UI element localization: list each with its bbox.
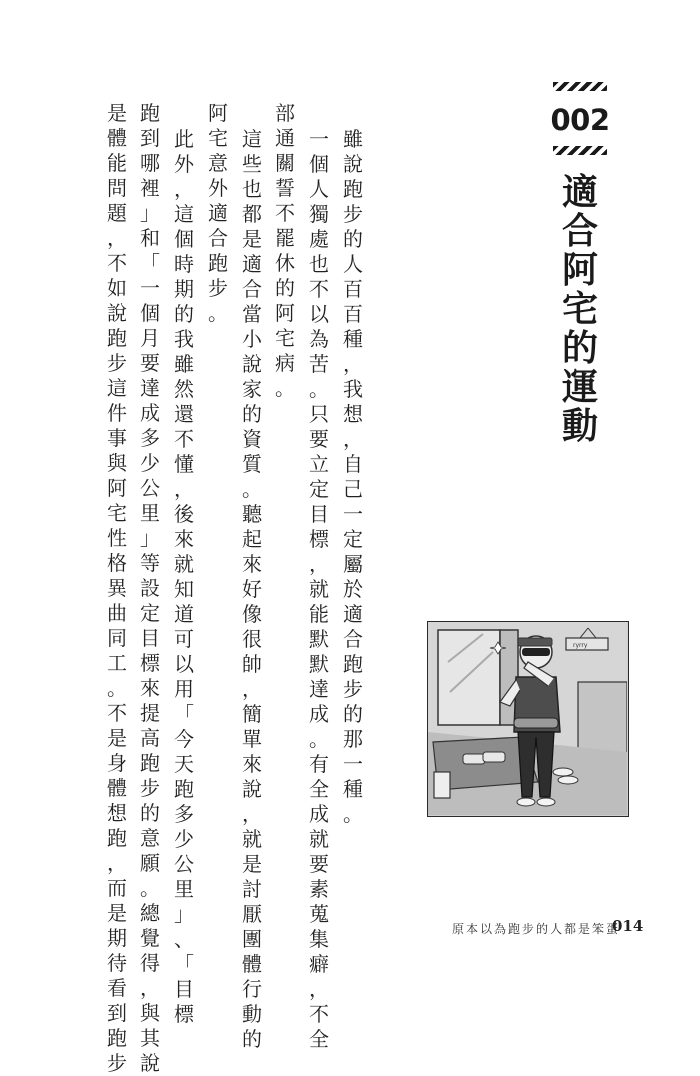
runner-sunglasses-icon	[428, 622, 627, 815]
chapter-number: 002	[550, 103, 610, 137]
body-column-7: 跑 到 哪 裡 」 和 「 一 個 月 要 達 成 多 少 公 里 」 等 設 定 目 標 來 提 高 跑 步 的 意 願 。 總 覺 得 ， 與 其 說	[140, 101, 160, 1075]
body-column-2: 一 個 人 獨 處 也 不 以 為 苦 。 只 要 立 定 目 標 ， 就 能 默 默 達 成 。 有 全 成 就 要 素 蒐 集 癖 ， 不 全	[309, 127, 329, 1051]
running-title: 原本以為跑步的人都是笨蛋	[452, 922, 621, 936]
body-column-3: 部 通 關 誓 不 罷 休 的 阿 宅 病 。	[275, 101, 295, 400]
body-column-8: 是 體 能 問 題 ， 不 如 說 跑 步 這 件 事 與 阿 宅 性 格 異 曲 同 工 。 不 是 身 體 想 跑 ， 而 是 期 待 看 到 跑 步	[107, 101, 127, 1075]
chapter-stripe-top	[553, 82, 607, 91]
runner-illustration	[427, 621, 629, 817]
chapter-title: 適 合 阿 宅 的 運 動	[561, 172, 598, 447]
page-number: 014	[612, 917, 644, 935]
sign-text: ryrry	[573, 642, 588, 649]
body-column-6: 此 外 ， 這 個 時 期 的 我 雖 然 還 不 懂 ， 後 來 就 知 道 可 以 用 「 今 天 跑 多 少 公 里 」 、 「 目 標	[174, 127, 194, 1026]
body-column-1: 雖 說 跑 步 的 人 百 百 種 ， 我 想 ， 自 己 一 定 屬 於 適 合 跑 步 的 那 一 種 。	[343, 127, 363, 826]
chapter-stripe-bottom	[553, 146, 607, 155]
body-column-5: 阿 宅 意 外 適 合 跑 步 。	[208, 101, 228, 325]
body-column-4: 這 些 也 都 是 適 合 當 小 說 家 的 資 質 。 聽 起 來 好 像 很 帥 ， 簡 單 來 說 ， 就 是 討 厭 團 體 行 動 的	[242, 127, 262, 1051]
